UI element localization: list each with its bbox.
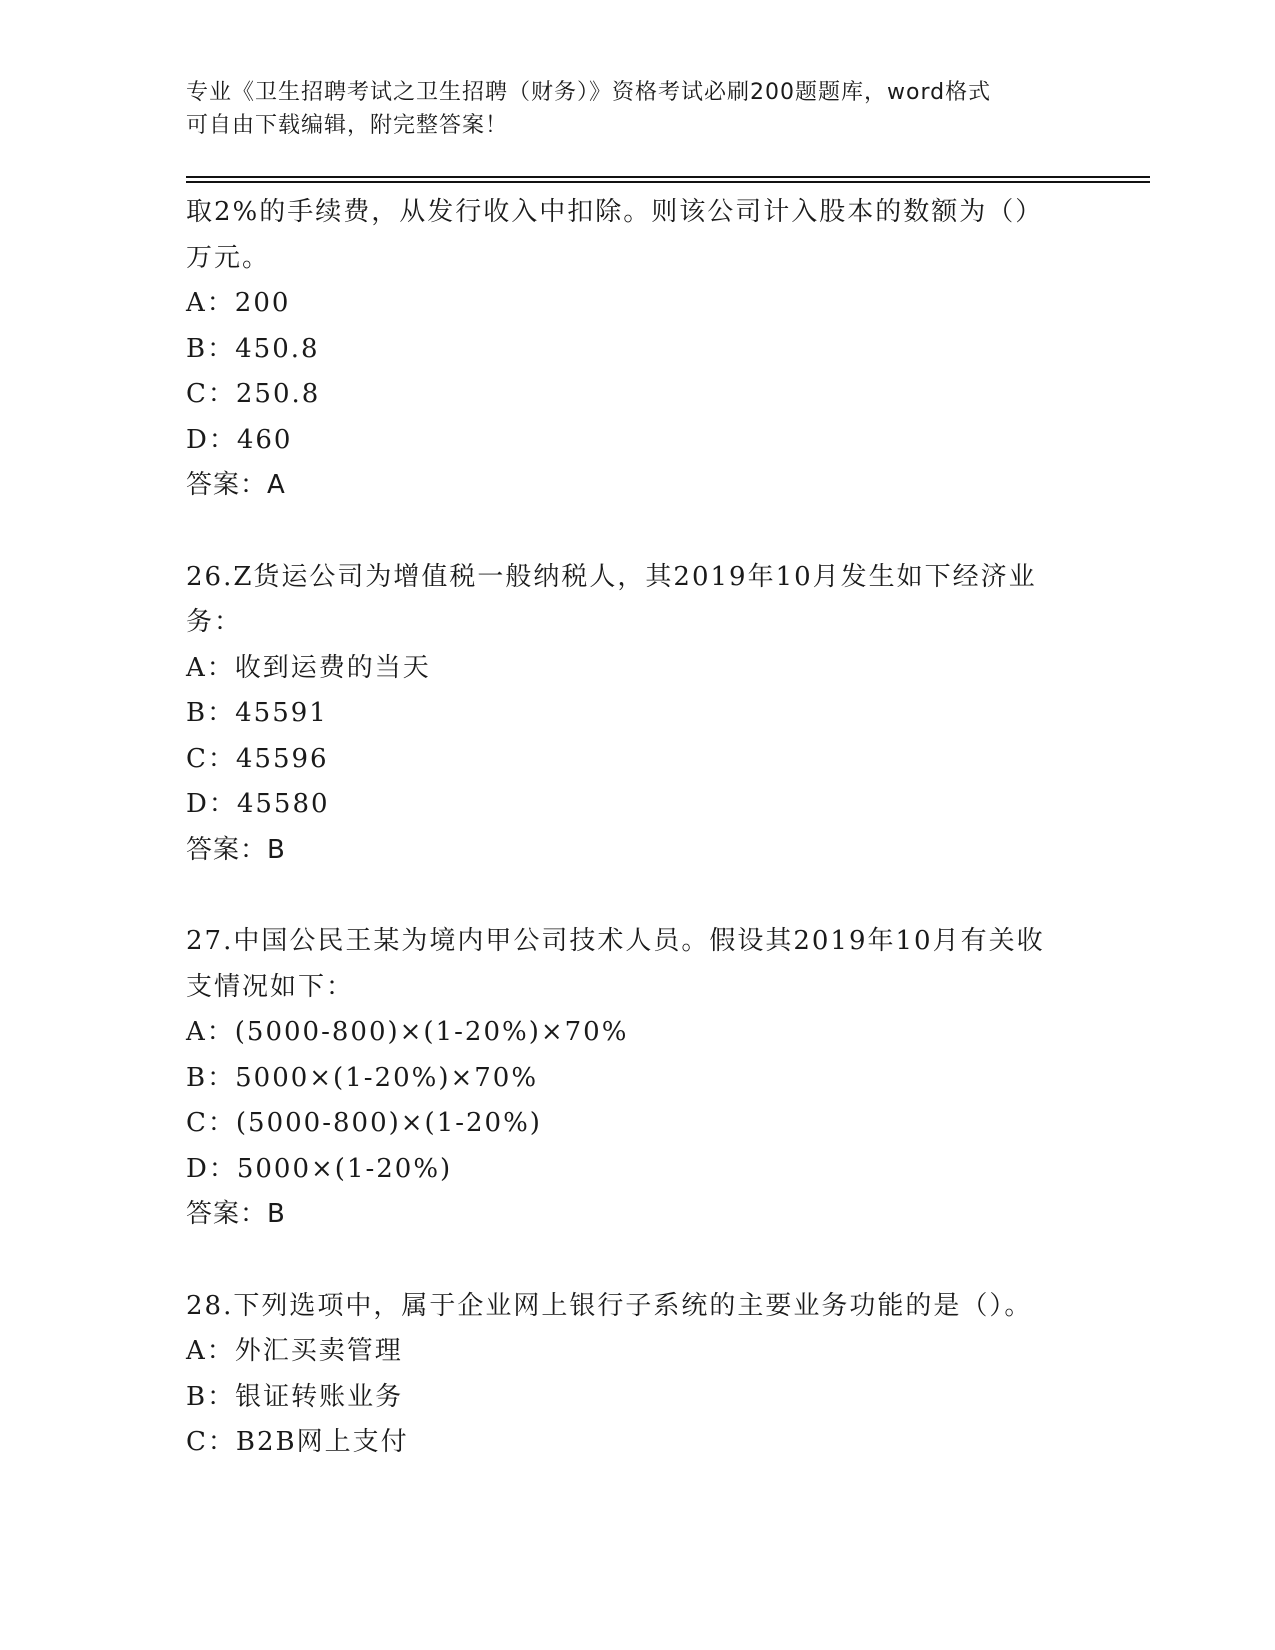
question-27 (186, 919, 1086, 1238)
answer-label: 答案：B (186, 1199, 286, 1229)
option-a: A：200 (186, 288, 291, 318)
question-25 (186, 190, 1086, 509)
option-d: D：45580 (186, 789, 330, 819)
option-c: C：(5000-800)×(1-20%) (186, 1108, 542, 1138)
question-26 (186, 555, 1086, 874)
question-stem: 26.Z货运公司为增值税一般纳税人，其2019年10月发生如下经济业 (186, 561, 1037, 592)
question-stem: 27.中国公民王某为境内甲公司技术人员。假设其2019年10月有关收 (186, 926, 1045, 956)
option-b: B：5000×(1-20%)×70% (186, 1062, 539, 1093)
question-stem: 务： (186, 607, 243, 637)
question-stem: 取2%的手续费，从发行收入中扣除。则该公司计入股本的数额为（） (186, 197, 1044, 227)
question-stem: 万元。 (186, 242, 271, 273)
answer-label: 答案：B (186, 834, 286, 865)
option-c: C：45596 (186, 743, 329, 774)
question-28 (186, 1284, 1086, 1466)
header-rule-top (186, 176, 1150, 178)
question-spacer (186, 509, 1086, 555)
option-c: C：250.8 (186, 379, 321, 409)
option-b: B：银证转账业务 (186, 1381, 404, 1412)
option-d: D：5000×(1-20%) (186, 1153, 453, 1184)
header-title-line-2: 可自由下载编辑，附完整答案！ (186, 113, 509, 138)
option-b: B：450.8 (186, 333, 320, 364)
question-spacer (186, 873, 1086, 919)
option-c: C：B2B网上支付 (186, 1427, 409, 1457)
answer-label: 答案：A (186, 470, 286, 500)
option-a: A：外汇买卖管理 (186, 1336, 403, 1366)
question-stem: 支情况如下： (186, 971, 355, 1002)
option-a: A：收到运费的当天 (186, 652, 431, 683)
question-list (186, 190, 1086, 1466)
header-rule-bottom (186, 181, 1150, 183)
document-header (186, 76, 1086, 142)
header-title-line-1: 专业《卫生招聘考试之卫生招聘（财务）》资格考试必刷200题题库，word格式 (186, 80, 992, 105)
option-a: A：(5000-800)×(1-20%)×70% (186, 1017, 629, 1047)
option-b: B：45591 (186, 698, 328, 728)
question-spacer (186, 1238, 1086, 1284)
option-d: D：460 (186, 424, 293, 455)
question-stem: 28.下列选项中，属于企业网上银行子系统的主要业务功能的是（）。 (186, 1290, 1033, 1321)
